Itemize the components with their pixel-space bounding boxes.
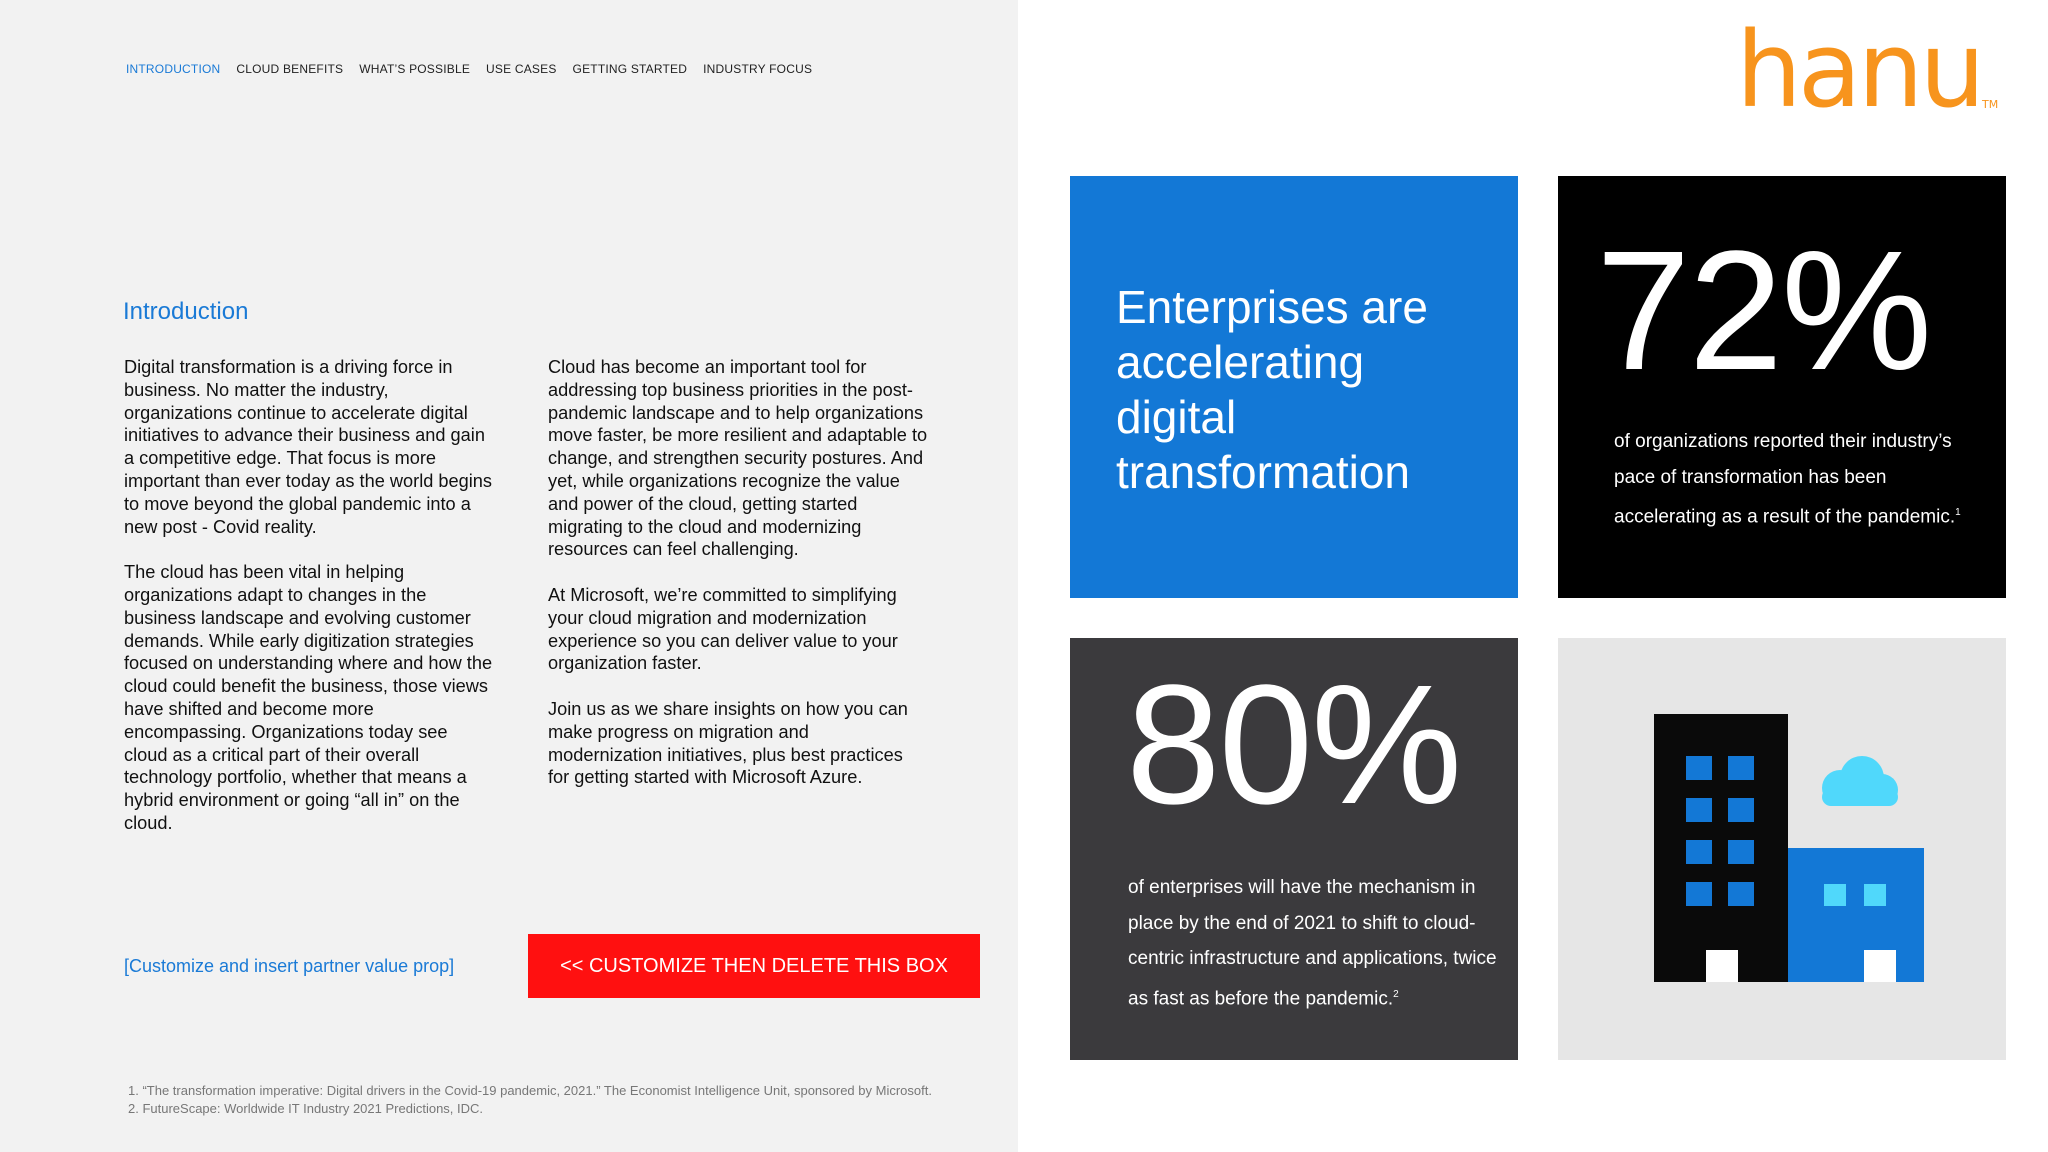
headline-tile (1070, 176, 1518, 598)
nav-cloud-benefits[interactable]: CLOUD BENEFITS (236, 62, 344, 76)
stat-description: of enterprises will have the mechanism in place by the end of 2021 to shift to cloud-centric infrastructure and applications, twice as fast as before the pandemic.$^2$ (1128, 877, 1497, 1009)
top-nav (126, 62, 812, 76)
footnote: 2. FutureScape: Worldwide IT Industry 2021 Predictions, IDC. (128, 1101, 484, 1116)
intro-paragraph: At Microsoft, we’re committed to simplifying your cloud migration and modernization experience so you can deliver value to your organization faster. (548, 584, 898, 674)
building-icon (1558, 638, 2006, 1060)
nav-use-cases[interactable]: USE CASES (486, 62, 557, 76)
hanu-logo (1736, 20, 2006, 120)
intro-column-2 (548, 356, 928, 812)
intro-paragraph: Digital transformation is a driving force in business. No matter the industry, organizations continue to accelerate digital initiatives to advance their business and gain a competitive edge. That focus is more important than ever today as the world begins to move beyond the global pandemic into a new post - Covid reality. (124, 357, 493, 537)
nav-whats-possible[interactable]: WHAT’S POSSIBLE (359, 62, 471, 76)
nav-introduction[interactable]: INTRODUCTION (126, 62, 221, 76)
left-panel (0, 0, 1018, 1152)
stat-description: of organizations reported their industry’s pace of transformation has been accelerating as a result of the pandemic.$^1$ (1614, 431, 1961, 528)
illustration-tile (1558, 638, 2006, 1060)
nav-industry-focus[interactable]: INDUSTRY FOCUS (703, 62, 813, 76)
intro-paragraph: Cloud has become an important tool for addressing top business priorities in the post-pandemic landscape and to help organizations move faster, be more resilient and adaptable to change, and strengthen security postures. And yet, while organizations recognize the value and power of the cloud, getting started migrating to the cloud and modernizing resources can feel challenging. (548, 357, 928, 560)
stat-tile-72 (1558, 176, 2006, 598)
stat-tile-80 (1070, 638, 1518, 1060)
cloud-icon (1822, 756, 1898, 806)
footnotes (128, 1082, 932, 1118)
stat-value: 72% (1596, 216, 1931, 406)
intro-paragraph: The cloud has been vital in helping organizations adapt to changes in the business landscape and evolving customer demands. While early digitization strategies focused on understanding where and how the cloud could benefit the business, those views have shifted and become more encompassing. Organizations today see cloud as a critical part of their overall technology portfolio, whether that means a hybrid environment or going “all in” on the cloud. (124, 562, 493, 833)
partner-value-prop-link[interactable]: [Customize and insert partner value prop] (124, 956, 455, 976)
logo-text: hanu (1736, 20, 1982, 120)
logo-trademark: TM (1982, 98, 1999, 111)
footnote: 1. “The transformation imperative: Digital drivers in the Covid-19 pandemic, 2021.” The Economist Intelligence Unit, sponsored by Microsoft. (128, 1083, 932, 1098)
nav-getting-started[interactable]: GETTING STARTED (572, 62, 688, 76)
customize-delete-button[interactable]: << CUSTOMIZE THEN DELETE THIS BOX (528, 934, 980, 998)
intro-column-1 (124, 356, 494, 858)
headline: Enterprises are accelerating digital transformation (1116, 281, 1428, 498)
stat-value: 80% (1126, 650, 1461, 840)
footnote-ref: 2 (1393, 988, 1399, 1000)
footnote-ref: 1 (1955, 507, 1961, 518)
intro-paragraph: Join us as we share insights on how you can make progress on migration and modernization initiatives, plus best practices for getting started with Microsoft Azure. (548, 698, 908, 788)
section-title: Introduction (123, 298, 249, 325)
